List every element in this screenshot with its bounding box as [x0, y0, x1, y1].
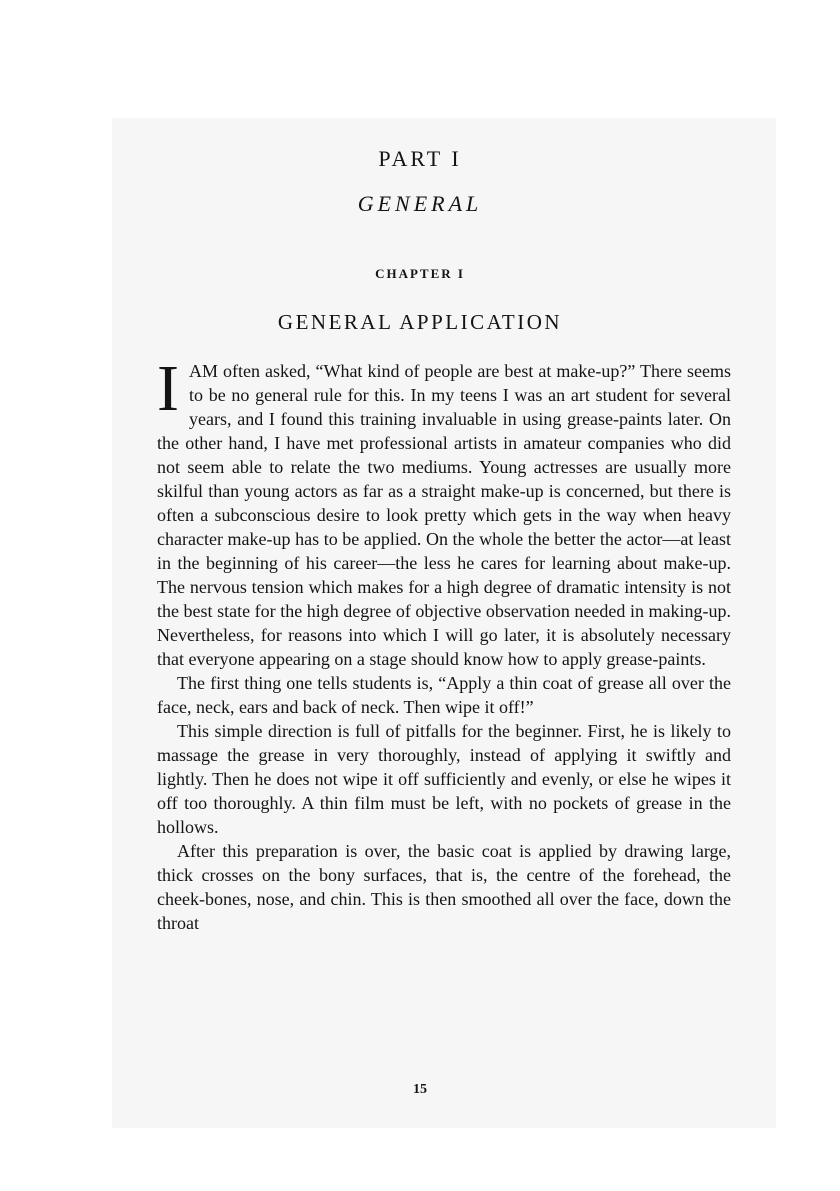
page-number: 15 — [413, 1082, 427, 1097]
drop-cap: I — [157, 352, 179, 425]
paragraph-3: This simple direction is full of pitfalls for the beginner. First, he is likely to massage the grease in very thoroughly, instead of applying it swiftly and lightly. Then he does not wipe it off sufficiently and evenly, or else he wipes it off too thoroughly. A thin film must be left, with no pockets of grease in the hollows. — [157, 721, 731, 837]
part-subtitle: GENERAL — [357, 191, 483, 216]
paragraph-1-text: AM often asked, “What kind of people are best at make-up?” There seems to be no general rule for this. In my teens I was an art student for several years, and I found this training invaluable in using grease-paints later. On the other hand, I have met professional artists in amateur companies who did not seem able to relate the two mediums. Young actresses are usually more skilful than young actors as far as a straight make-up is concerned, but there is often a subconscious desire to look pretty which gets in the way when heavy character make-up has to be applied. On the whole the better the actor—at least in the beginning of his career—the less he cares for learning about make-up. The nervous tension which makes for a high degree of dramatic intensity is not the best state for the high degree of objective observation needed in making-up. Nevertheless, for reasons into which I will go later, it is absolutely necessary that everyone appearing on a stage should know how to apply grease-paints. — [157, 361, 731, 669]
paragraph-1 — [157, 352, 731, 671]
chapter-label: CHAPTER I — [375, 266, 465, 281]
part-title: PART I — [378, 146, 462, 171]
paragraph-2: The first thing one tells students is, “Apply a thin coat of grease all over the face, neck, ears and back of neck. Then wipe it off!” — [157, 673, 731, 717]
paragraph-4: After this preparation is over, the basic coat is applied by drawing large, thick crosses on the bony surfaces, that is, the centre of the forehead, the cheek-bones, nose, and chin. This is then smoothed all over the face, down the throat — [157, 841, 731, 933]
body-text — [157, 352, 731, 935]
chapter-title: GENERAL APPLICATION — [277, 310, 563, 334]
